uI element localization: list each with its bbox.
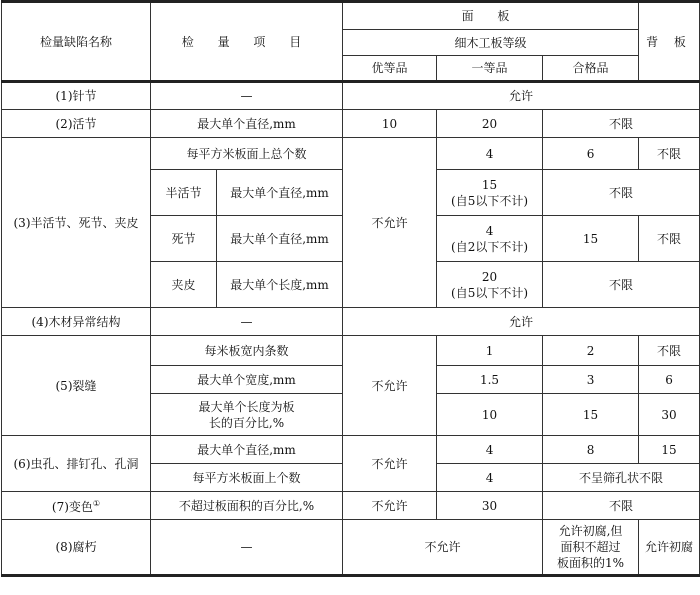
item-line-2: 长的百分比,%	[208, 415, 285, 430]
value-grade-qualified: 不限	[543, 492, 700, 520]
footnote-marker: ①	[92, 499, 101, 508]
value-grade-first: 20	[437, 110, 543, 138]
item-count-per-width: 每米板宽内条数	[151, 336, 343, 366]
value-back: 允许初腐	[639, 520, 700, 576]
item-max-width: 最大单个宽度,mm	[151, 366, 343, 394]
table-row	[2, 82, 700, 110]
header-grade-first: 一等品	[437, 56, 543, 82]
value-note: (自5以下不计)	[451, 193, 529, 208]
value-back: 15	[639, 436, 700, 464]
value-note: (自2以下不计)	[451, 239, 529, 254]
value-grade-excellent: 10	[343, 110, 437, 138]
value-grade-qualified: 15	[543, 216, 639, 262]
value-allowed: 允许	[343, 82, 700, 110]
value-grade-first	[437, 216, 543, 262]
item-line-1: 最大单个长度为板	[198, 399, 295, 414]
header-grade: 细木工板等级	[343, 30, 639, 56]
value-grade-qualified: 2	[543, 336, 639, 366]
item-total-count: 每平方米板面上总个数	[151, 138, 343, 170]
sub-defect-half-live-knot: 半活节	[151, 170, 217, 216]
header-check-item: 检 量 项 目	[151, 2, 343, 82]
value-grade-excellent: 不允许	[343, 138, 437, 308]
value-line-3: 板面积的1%	[557, 556, 625, 570]
table-row	[2, 110, 700, 138]
item-count-per-area: 每平方米板面上个数	[151, 464, 343, 492]
defect-crack: (5)裂缝	[2, 336, 151, 436]
item-dash: —	[151, 308, 343, 336]
value-grade-first: 4	[437, 138, 543, 170]
value-grade-excellent: 不允许	[343, 492, 437, 520]
item-max-diameter: 最大单个直径,mm	[151, 436, 343, 464]
value-back: 不限	[639, 138, 700, 170]
value-grade-qualified: 15	[543, 394, 639, 436]
table-row	[2, 308, 700, 336]
value-grade-first: 10	[437, 394, 543, 436]
value-note: (自5以下不计)	[451, 285, 529, 300]
value-line-1: 允许初腐,但	[558, 524, 623, 538]
item-max-diameter: 最大单个直径,mm	[151, 110, 343, 138]
item-max-diameter: 最大单个直径,mm	[217, 216, 343, 262]
table-row	[2, 492, 700, 520]
value-grade-first	[437, 170, 543, 216]
item-area-percent: 不超过板面积的百分比,%	[151, 492, 343, 520]
defect-grading-table	[1, 0, 700, 577]
header-grade-qualified: 合格品	[543, 56, 639, 82]
value-main: 15	[481, 177, 498, 192]
value-back: 30	[639, 394, 700, 436]
header-back-panel: 背 板	[639, 2, 700, 82]
value-grade-qualified: 不限	[543, 170, 700, 216]
value-line-2: 面积不超过	[560, 540, 621, 554]
value-grade-qualified: 不限	[543, 110, 700, 138]
item-dash: —	[151, 520, 343, 576]
value-back: 不限	[639, 216, 700, 262]
value-grade-first: 1.5	[437, 366, 543, 394]
value-grade-first: 1	[437, 336, 543, 366]
header-defect-name: 检量缺陷名称	[2, 2, 151, 82]
item-max-length: 最大单个长度,mm	[217, 262, 343, 308]
table-row	[2, 138, 700, 170]
value-back: 不限	[639, 336, 700, 366]
defect-discoloration	[2, 492, 151, 520]
value-main: 20	[481, 269, 498, 284]
value-grade-qualified: 不限	[543, 262, 700, 308]
value-back: 6	[639, 366, 700, 394]
value-grade-first	[437, 262, 543, 308]
defect-abnormal-structure: (4)木材异常结构	[2, 308, 151, 336]
table-row	[2, 336, 700, 366]
defect-knots-bark: (3)半活节、死节、夹皮	[2, 138, 151, 308]
item-max-diameter: 最大单个直径,mm	[217, 170, 343, 216]
header-face-panel: 面 板	[343, 2, 639, 30]
value-grade-first: 4	[437, 464, 543, 492]
value-grade-excellent-first: 不允许	[343, 520, 543, 576]
value-grade-qualified-back: 不呈筛孔状不限	[543, 464, 700, 492]
value-allowed: 允许	[343, 308, 700, 336]
value-grade-qualified: 3	[543, 366, 639, 394]
item-dash: —	[151, 82, 343, 110]
table-row	[2, 436, 700, 464]
defect-label: (7)变色	[51, 500, 93, 514]
value-grade-excellent: 不允许	[343, 436, 437, 492]
sub-defect-dead-knot: 死节	[151, 216, 217, 262]
defect-holes: (6)虫孔、排钉孔、孔洞	[2, 436, 151, 492]
sub-defect-bark-pocket: 夹皮	[151, 262, 217, 308]
value-grade-qualified: 8	[543, 436, 639, 464]
value-main: 4	[485, 223, 494, 238]
value-grade-excellent: 不允许	[343, 336, 437, 436]
value-grade-first: 30	[437, 492, 543, 520]
defect-live-knot: (2)活节	[2, 110, 151, 138]
value-grade-qualified: 6	[543, 138, 639, 170]
value-grade-qualified	[543, 520, 639, 576]
item-max-length-percent	[151, 394, 343, 436]
header-grade-excellent: 优等品	[343, 56, 437, 82]
table-row	[2, 520, 700, 576]
value-grade-first: 4	[437, 436, 543, 464]
defect-decay: (8)腐朽	[2, 520, 151, 576]
defect-pin-knot: (1)针节	[2, 82, 151, 110]
